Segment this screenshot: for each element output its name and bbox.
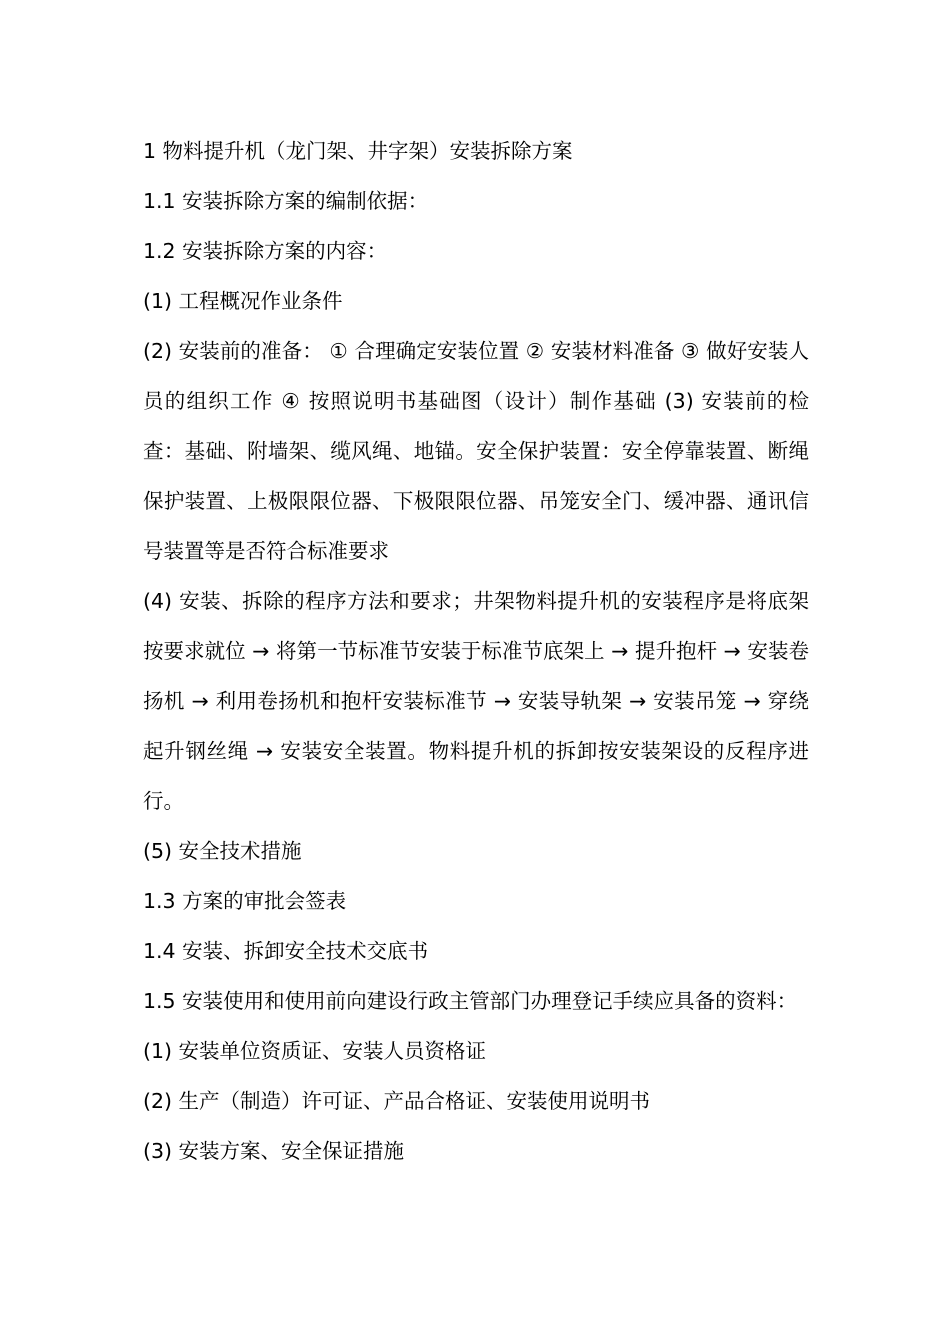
requirement-item-3: (3) 安装方案、安全保证措施	[143, 1139, 405, 1163]
list-item-2-3: (2) 安装前的准备： ① 合理确定安装位置 ② 安装材料准备 ③ 做好安装人员的组织工作 ④ 按照说明书基础图（设计）制作基础 (3) 安装前的检查：基础、附墙架、缆风绳、地锚。安全保护装置：安全停靠装置、断绳保护装置、上极限限位器、下极限限位器、吊笼安全门、缓冲器、通讯信号装置等是否符合标准要求	[143, 339, 809, 563]
requirement-item-2: (2) 生产（制造）许可证、产品合格证、安装使用说明书	[143, 1089, 651, 1113]
section-heading-1-4: 1.4 安装、拆卸安全技术交底书	[143, 939, 429, 963]
section-heading-1-2: 1.2 安装拆除方案的内容：	[143, 239, 388, 263]
requirement-item-1: (1) 安装单位资质证、安装人员资格证	[143, 1039, 487, 1063]
list-item-1: (1) 工程概况作业条件	[143, 289, 343, 313]
document-body	[143, 126, 809, 1176]
section-heading-1-3: 1.3 方案的审批会签表	[143, 889, 347, 913]
list-item-4: (4) 安装、拆除的程序方法和要求；井架物料提升机的安装程序是将底架按要求就位 → 将第一节标准节安装于标准节底架上 → 提升抱杆 → 安装卷扬机 → 利用卷扬机和抱杆安装标准节 → 安装导轨架 → 安装吊笼 → 穿绕起升钢丝绳 → 安装安全装置。物料提升机的拆卸按安装架设的反程序进行。	[143, 589, 809, 813]
section-title: 1 物料提升机（龙门架、井字架）安装拆除方案	[143, 139, 573, 163]
section-heading-1-1: 1.1 安装拆除方案的编制依据：	[143, 189, 429, 213]
section-heading-1-5: 1.5 安装使用和使用前向建设行政主管部门办理登记手续应具备的资料：	[143, 989, 798, 1013]
list-item-5: (5) 安全技术措施	[143, 839, 302, 863]
